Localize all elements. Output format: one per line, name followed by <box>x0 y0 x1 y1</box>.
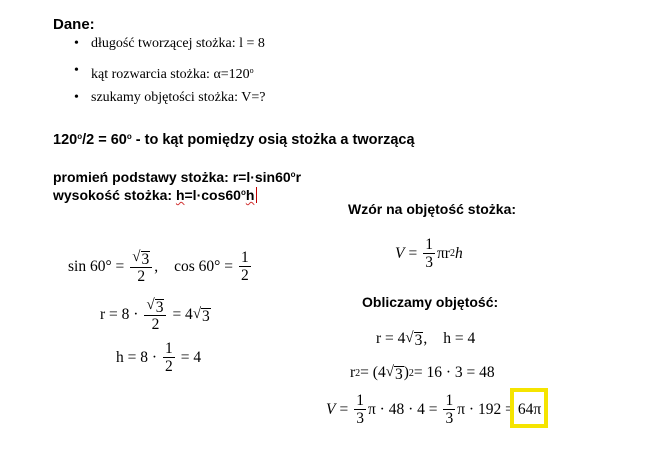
volume-calculation: V = $\frac{1}{3}$ π · 48 · 4 = $\frac{1}{3}$ π · 192 = 64π <box>326 392 542 427</box>
given-heading: Dane: <box>53 16 95 33</box>
result-highlight-box <box>510 388 548 428</box>
text-cursor <box>256 187 257 203</box>
given-item-apex-angle: • kąt rozwarcia stożka: $\alpha=120^o$ <box>70 63 265 90</box>
given-list <box>70 36 265 117</box>
height-equation: h = 8 · $\frac{1}{2}$ = 4 <box>116 340 202 375</box>
formula-heading: Wzór na objętość stożka: <box>348 201 517 217</box>
sin-cos-equation: sin 60° = √ 3 2 , cos 60° = $\frac{1}{2}$ <box>68 249 249 285</box>
radius-line: promień podstawy stożka: $r=l\cdot\sin 60^or$ <box>53 169 302 185</box>
half-angle-line: $120^o/2 = 60^o$ - to kąt pomiędzy osią stożka a tworzącą <box>53 132 415 148</box>
given-item-unknown-volume: • szukamy objętości stożka: V=? <box>70 90 265 117</box>
height-line: wysokość stożka: $h=l\cdot\cos 60^oh$ <box>53 187 257 203</box>
radius-squared-equation: r 2 = (4 √ 3 ) 2 = 16 · 3 = 48 <box>350 364 495 383</box>
volume-formula: V = $\frac{1}{3}$ πr 2 h <box>395 236 463 271</box>
radius-equation: r = 8 · √ 3 2 = 4 √ 3 <box>100 297 210 333</box>
given-item-slant-length: • długość tworzącej stożka: l = 8 <box>70 36 265 63</box>
volume-result: 64π <box>517 400 542 418</box>
compute-heading: Obliczamy objętość: <box>362 294 499 310</box>
radius-height-values: r = 4 √ 3 , h = 4 <box>376 330 476 349</box>
